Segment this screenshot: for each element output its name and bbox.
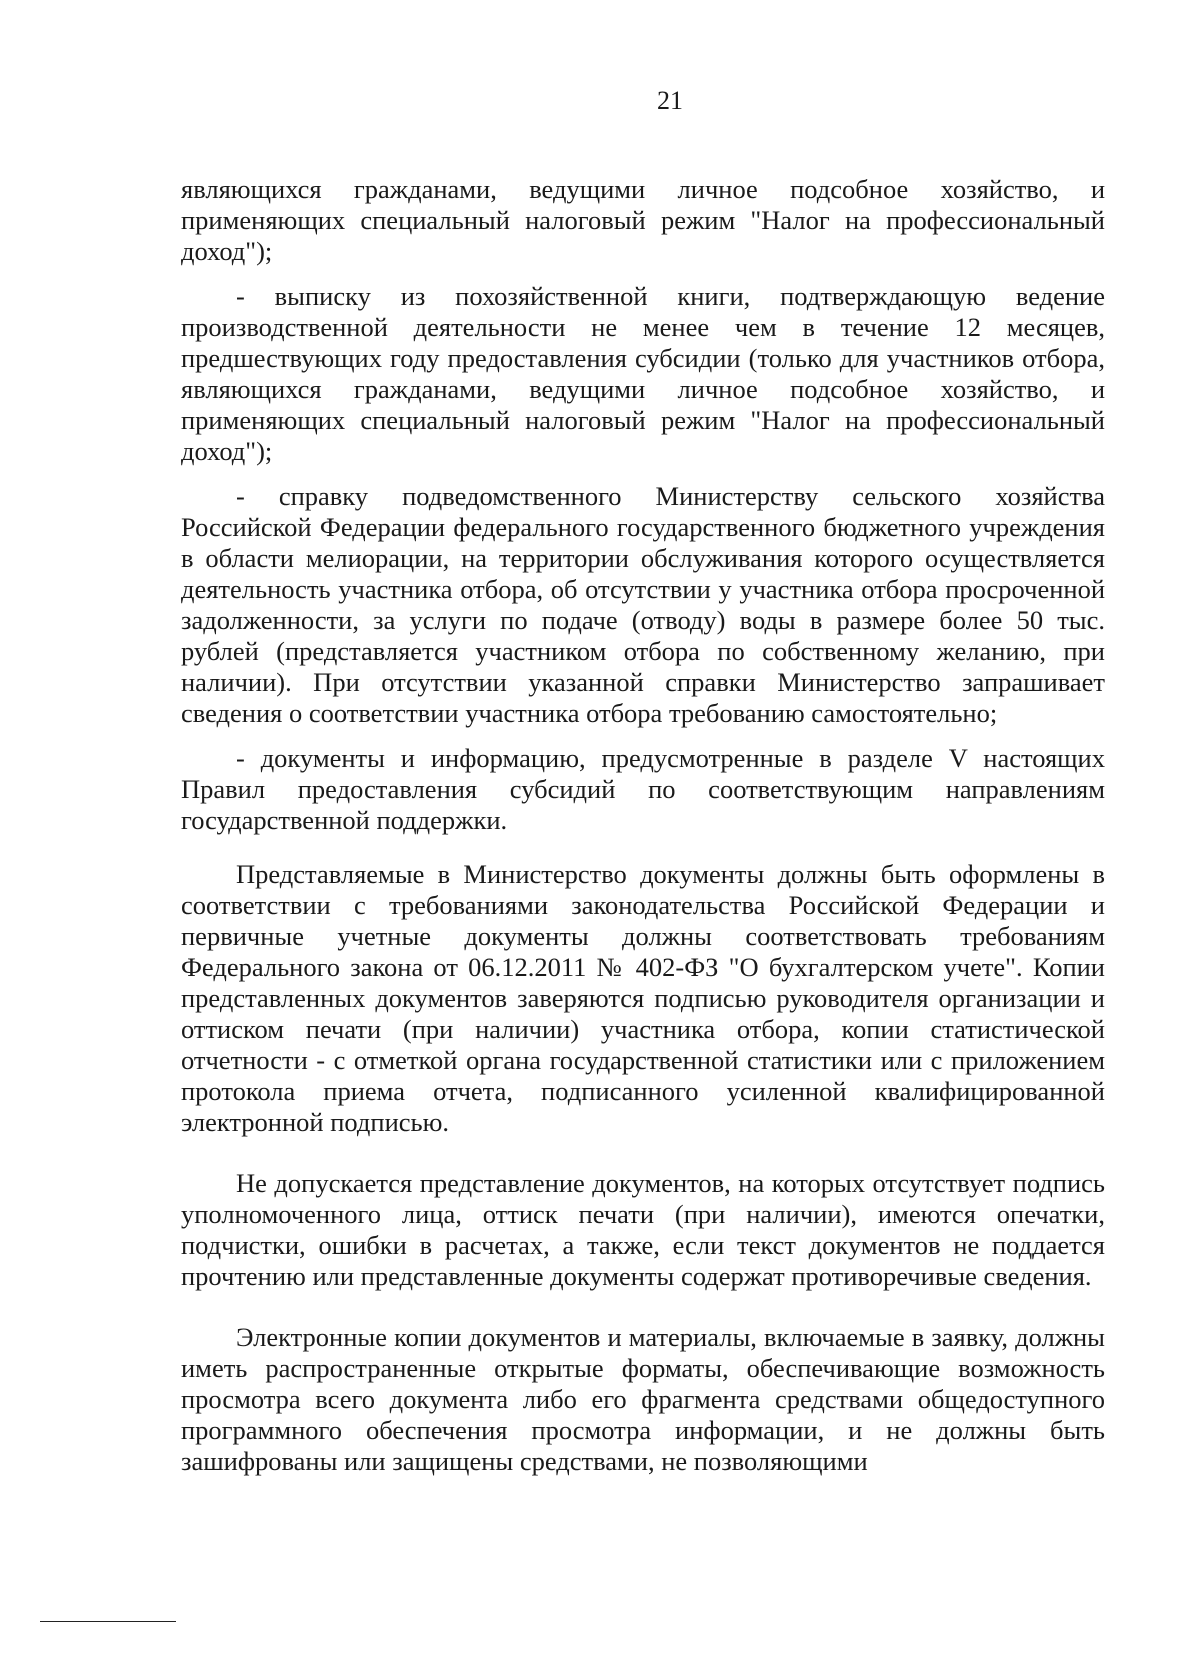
paragraph-item-melioration-certificate: - справку подведомственного Министерству сельского хозяйства Российской Федерации федерального государственного бюджетного учреждения в области мелиорации, на территории обслуживания которого осуществляется деятельность участника отбора, об отсутствии у участника отбора просроченной задолженности, за услуги по подаче (отводу) воды в размере более 50 тыс. рублей (представляется участником отбора по собственному желанию, при наличии). При отсутствии указанной справки Министерство запрашивает сведения о соответствии участника отбора требованию самостоятельно; (181, 481, 1105, 728)
paragraph-item-section-v-documents: - документы и информацию, предусмотренные в разделе V настоящих Правил предоставления субсидий по соответствующим направлениям государственной поддержки. (181, 743, 1105, 835)
paragraph-documents-requirements: Представляемые в Министерство документы должны быть оформлены в соответствии с требованиями законодательства Российской Федерации и первичные учетные документы должны соответствовать требованиям Федерального закона от 06.12.2011 № 402-ФЗ "О бухгалтерском учете". Копии представленных документов заверяются подписью руководителя организации и оттиском печати (при наличии) участника отбора, копии статистической отчетности - с отметкой органа государственной статистики или с приложением протокола приема отчета, подписанного усиленной квалифицированной электронной подписью. (181, 859, 1105, 1137)
paragraph-electronic-copies: Электронные копии документов и материалы, включаемые в заявку, должны иметь распространенные открытые форматы, обеспечивающие возможность просмотра всего документа либо его фрагмента средствами общедоступного программного обеспечения просмотра информации, и не должны быть зашифрованы или защищены средствами, не позволяющими (181, 1322, 1105, 1476)
footnote-separator-line (40, 1621, 176, 1622)
paragraph-item-household-book: - выписку из похозяйственной книги, подтверждающую ведение производственной деятельности не менее чем в течение 12 месяцев, предшествующих году предоставления субсидии (только для участников отбора, являющихся гражданами, ведущими личное подсобное хозяйство, и применяющих специальный налоговый режим "Налог на профессиональный доход"); (181, 281, 1105, 466)
paragraph-continuation: являющихся гражданами, ведущими личное подсобное хозяйство, и применяющих специальный налоговый режим "Налог на профессиональный доход"); (181, 174, 1105, 266)
document-body (181, 174, 1105, 1477)
paragraph-not-allowed: Не допускается представление документов, на которых отсутствует подпись уполномоченного лица, оттиск печати (при наличии), имеются опечатки, подчистки, ошибки в расчетах, а также, если текст документов не поддается прочтению или представленные документы содержат противоречивые сведения. (181, 1168, 1105, 1291)
page-number: 21 (657, 86, 683, 115)
